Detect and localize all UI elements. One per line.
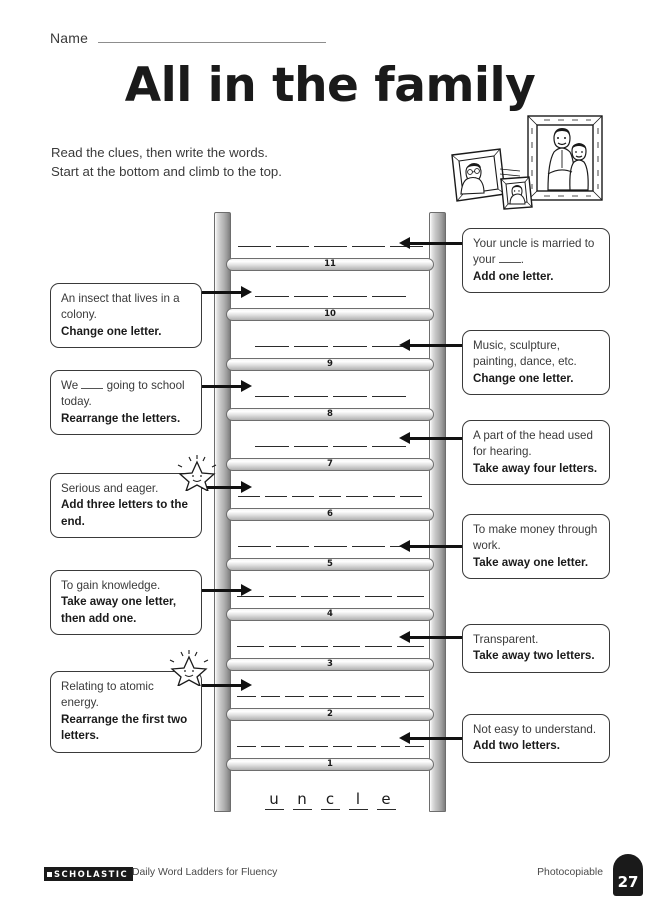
letter-blank[interactable] bbox=[261, 746, 280, 747]
rung-number: 4 bbox=[327, 609, 333, 620]
letter-blank[interactable] bbox=[346, 496, 368, 497]
letter-blank[interactable] bbox=[333, 446, 367, 447]
clue-box-right-rung-5[interactable] bbox=[462, 514, 610, 579]
letter-blank[interactable] bbox=[372, 296, 406, 297]
rung-number: 11 bbox=[324, 259, 336, 270]
instructions-line-2: Start at the bottom and climb to the top. bbox=[51, 164, 282, 179]
letter-blank[interactable] bbox=[265, 496, 287, 497]
letter-blank[interactable] bbox=[365, 596, 392, 597]
clue-inline-blank bbox=[499, 262, 521, 263]
clue-text-after: going to school today. bbox=[61, 379, 185, 409]
letter-blank[interactable] bbox=[405, 696, 424, 697]
scholastic-logo bbox=[44, 867, 133, 881]
rung-number: 6 bbox=[327, 509, 333, 520]
letter-blank[interactable] bbox=[333, 696, 352, 697]
clue-box-right-rung-1[interactable] bbox=[462, 714, 610, 763]
rung-number: 7 bbox=[327, 459, 333, 470]
ladder-rung-8 bbox=[226, 408, 434, 421]
letter-blank[interactable] bbox=[352, 546, 385, 547]
word-blank-row-8[interactable] bbox=[255, 396, 406, 399]
clue-text: Transparent. bbox=[473, 633, 539, 646]
letter-blank[interactable] bbox=[255, 296, 289, 297]
letter-blank[interactable] bbox=[237, 596, 264, 597]
letter-blank[interactable] bbox=[333, 296, 367, 297]
ladder-rung-7 bbox=[226, 458, 434, 471]
star-doodle-upper bbox=[176, 455, 218, 496]
letter-blank[interactable] bbox=[238, 496, 260, 497]
clue-text-after: . bbox=[520, 253, 525, 267]
ladder-rung-10 bbox=[226, 308, 434, 321]
clue-operation: Rearrange the letters. bbox=[61, 411, 181, 425]
letter-blank[interactable] bbox=[294, 396, 328, 397]
clue-box-right-rung-11[interactable] bbox=[462, 228, 610, 293]
letter-blank[interactable] bbox=[397, 596, 424, 597]
rung-number: 9 bbox=[327, 359, 333, 370]
clue-text: A part of the head used for hearing. bbox=[473, 429, 593, 459]
clue-operation: Add three letters to the end. bbox=[61, 498, 188, 528]
clue-text: We bbox=[61, 379, 82, 392]
word-ladder bbox=[214, 212, 446, 812]
scholastic-wordmark: SCHOLASTIC bbox=[54, 869, 129, 879]
page-title: All in the family bbox=[124, 58, 536, 113]
rung-number: 10 bbox=[324, 309, 336, 320]
word-blank-row-9[interactable] bbox=[255, 346, 406, 349]
ladder-rung-6 bbox=[226, 508, 434, 521]
word-blank-row-3[interactable] bbox=[237, 646, 424, 649]
letter-blank[interactable] bbox=[237, 696, 256, 697]
word-blank-row-2[interactable] bbox=[237, 696, 424, 699]
letter-blank[interactable] bbox=[255, 446, 289, 447]
letter-blank[interactable] bbox=[269, 646, 296, 647]
rung-number: 2 bbox=[327, 709, 333, 720]
letter-blank[interactable] bbox=[333, 346, 367, 347]
ladder-rung-5 bbox=[226, 558, 434, 571]
answer-letter-underline bbox=[265, 809, 284, 810]
connector-arrow-rung-1 bbox=[409, 737, 462, 740]
clue-operation: Add two letters. bbox=[473, 739, 560, 753]
clue-box-left-rung-4[interactable] bbox=[50, 570, 202, 635]
letter-blank[interactable] bbox=[333, 646, 360, 647]
connector-arrow-rung-4 bbox=[202, 589, 242, 592]
clue-operation: Add one letter. bbox=[473, 269, 554, 283]
footer bbox=[0, 862, 660, 900]
rung-number: 1 bbox=[327, 759, 333, 770]
letter-blank[interactable] bbox=[400, 496, 422, 497]
answer-letter bbox=[349, 792, 368, 810]
rung-number: 3 bbox=[327, 659, 333, 670]
clue-operation: Take away two letters. bbox=[473, 649, 595, 663]
clue-text: Not easy to understand. bbox=[473, 723, 597, 736]
clue-box-right-rung-9[interactable] bbox=[462, 330, 610, 395]
answer-letter bbox=[321, 792, 340, 810]
letter-blank[interactable] bbox=[285, 746, 304, 747]
clue-text: To make money through work. bbox=[473, 523, 598, 553]
clue-text: Music, sculpture, painting, dance, etc. bbox=[473, 339, 577, 369]
connector-arrow-rung-5 bbox=[409, 545, 462, 548]
connector-arrow-rung-10 bbox=[202, 291, 242, 294]
clue-operation: Take away one letter. bbox=[473, 555, 589, 569]
clue-text: An insect that lives in a colony. bbox=[61, 292, 180, 322]
word-blank-row-5[interactable] bbox=[238, 546, 423, 549]
letter-blank[interactable] bbox=[357, 696, 376, 697]
ladder-rung-4 bbox=[226, 608, 434, 621]
word-blank-row-10[interactable] bbox=[255, 296, 406, 299]
letter-blank[interactable] bbox=[294, 346, 328, 347]
letter-blank[interactable] bbox=[373, 496, 395, 497]
letter-blank[interactable] bbox=[261, 696, 280, 697]
letter-blank[interactable] bbox=[255, 346, 289, 347]
letter-blank[interactable] bbox=[238, 246, 271, 247]
connector-arrow-rung-11 bbox=[409, 242, 462, 245]
clue-box-right-rung-7[interactable] bbox=[462, 420, 610, 485]
letter-blank[interactable] bbox=[269, 596, 296, 597]
clue-operation: Take away one letter, then add one. bbox=[61, 595, 177, 625]
rung-number: 5 bbox=[327, 559, 333, 570]
connector-arrow-rung-8 bbox=[202, 385, 242, 388]
instructions bbox=[51, 143, 282, 181]
clue-operation: Take away four letters. bbox=[473, 461, 598, 475]
clue-text: Relating to atomic energy. bbox=[61, 680, 154, 710]
letter-blank[interactable] bbox=[237, 646, 264, 647]
star-doodle-lower bbox=[168, 650, 210, 691]
word-blank-row-4[interactable] bbox=[237, 596, 424, 599]
ladder-rung-9 bbox=[226, 358, 434, 371]
answer-letter-underline bbox=[377, 809, 396, 810]
clue-operation: Change one letter. bbox=[473, 371, 574, 385]
answer-letter-glyph: c bbox=[325, 790, 335, 808]
letter-blank[interactable] bbox=[372, 446, 406, 447]
clue-box-left-rung-8[interactable] bbox=[50, 370, 202, 435]
letter-blank[interactable] bbox=[276, 246, 309, 247]
letter-blank[interactable] bbox=[309, 696, 328, 697]
connector-arrow-rung-7 bbox=[409, 437, 462, 440]
connector-arrow-rung-3 bbox=[409, 636, 462, 639]
clue-text: To gain knowledge. bbox=[61, 579, 161, 592]
name-label: Name bbox=[50, 30, 89, 46]
clue-box-left-rung-10[interactable] bbox=[50, 283, 202, 348]
answer-letter-underline bbox=[293, 809, 312, 810]
connector-arrow-rung-9 bbox=[409, 344, 462, 347]
letter-blank[interactable] bbox=[314, 546, 347, 547]
letter-blank[interactable] bbox=[309, 746, 328, 747]
word-blank-row-7[interactable] bbox=[255, 446, 406, 449]
answer-letter bbox=[293, 792, 312, 810]
letter-blank[interactable] bbox=[285, 696, 304, 697]
name-row bbox=[50, 30, 326, 46]
letter-blank[interactable] bbox=[294, 296, 328, 297]
word-blank-row-6[interactable] bbox=[238, 496, 422, 499]
letter-blank[interactable] bbox=[237, 746, 256, 747]
clue-operation: Rearrange the first two letters. bbox=[61, 712, 188, 743]
letter-blank[interactable] bbox=[319, 496, 341, 497]
answer-letter-glyph: e bbox=[381, 790, 391, 808]
letter-blank[interactable] bbox=[352, 246, 385, 247]
letter-blank[interactable] bbox=[255, 396, 289, 397]
letter-blank[interactable] bbox=[301, 596, 328, 597]
letter-blank[interactable] bbox=[381, 696, 400, 697]
ladder-rung-11 bbox=[226, 258, 434, 271]
answer-word-uncle bbox=[214, 792, 446, 810]
letter-blank[interactable] bbox=[333, 746, 352, 747]
letter-blank[interactable] bbox=[333, 596, 360, 597]
letter-blank[interactable] bbox=[381, 746, 400, 747]
footer-series-title: Daily Word Ladders for Fluency bbox=[132, 867, 278, 878]
name-write-line[interactable] bbox=[98, 42, 326, 43]
clue-text: Serious and eager. bbox=[61, 482, 159, 495]
letter-blank[interactable] bbox=[405, 746, 424, 747]
answer-letter-glyph: u bbox=[269, 790, 279, 808]
clue-operation: Change one letter. bbox=[61, 324, 162, 338]
answer-letter-underline bbox=[349, 809, 368, 810]
letter-blank[interactable] bbox=[292, 496, 314, 497]
letter-blank[interactable] bbox=[314, 246, 347, 247]
answer-letter-glyph: l bbox=[355, 790, 361, 808]
letter-blank[interactable] bbox=[397, 646, 424, 647]
page-number-badge: 27 bbox=[613, 854, 643, 896]
ladder-rung-2 bbox=[226, 708, 434, 721]
word-blank-row-1[interactable] bbox=[237, 746, 424, 749]
letter-blank[interactable] bbox=[238, 546, 271, 547]
answer-letter bbox=[377, 792, 396, 810]
letter-blank[interactable] bbox=[276, 546, 309, 547]
answer-letter bbox=[265, 792, 284, 810]
clue-text: Your uncle is married to your bbox=[473, 237, 595, 267]
answer-letter-underline bbox=[321, 809, 340, 810]
letter-blank[interactable] bbox=[357, 746, 376, 747]
word-blank-row-11[interactable] bbox=[238, 246, 423, 249]
ladder-rung-1 bbox=[226, 758, 434, 771]
picture-frames-illustration bbox=[444, 108, 614, 216]
letter-blank[interactable] bbox=[301, 646, 328, 647]
scholastic-mark bbox=[47, 872, 52, 877]
letter-blank[interactable] bbox=[294, 446, 328, 447]
letter-blank[interactable] bbox=[372, 396, 406, 397]
rung-number: 8 bbox=[327, 409, 333, 420]
letter-blank[interactable] bbox=[365, 646, 392, 647]
clue-box-right-rung-3[interactable] bbox=[462, 624, 610, 673]
answer-letter-glyph: n bbox=[297, 790, 307, 808]
clue-inline-blank bbox=[81, 388, 103, 389]
footer-photocopiable-note: Photocopiable bbox=[537, 867, 603, 878]
ladder-rung-3 bbox=[226, 658, 434, 671]
letter-blank[interactable] bbox=[333, 396, 367, 397]
instructions-line-1: Read the clues, then write the words. bbox=[51, 145, 268, 160]
